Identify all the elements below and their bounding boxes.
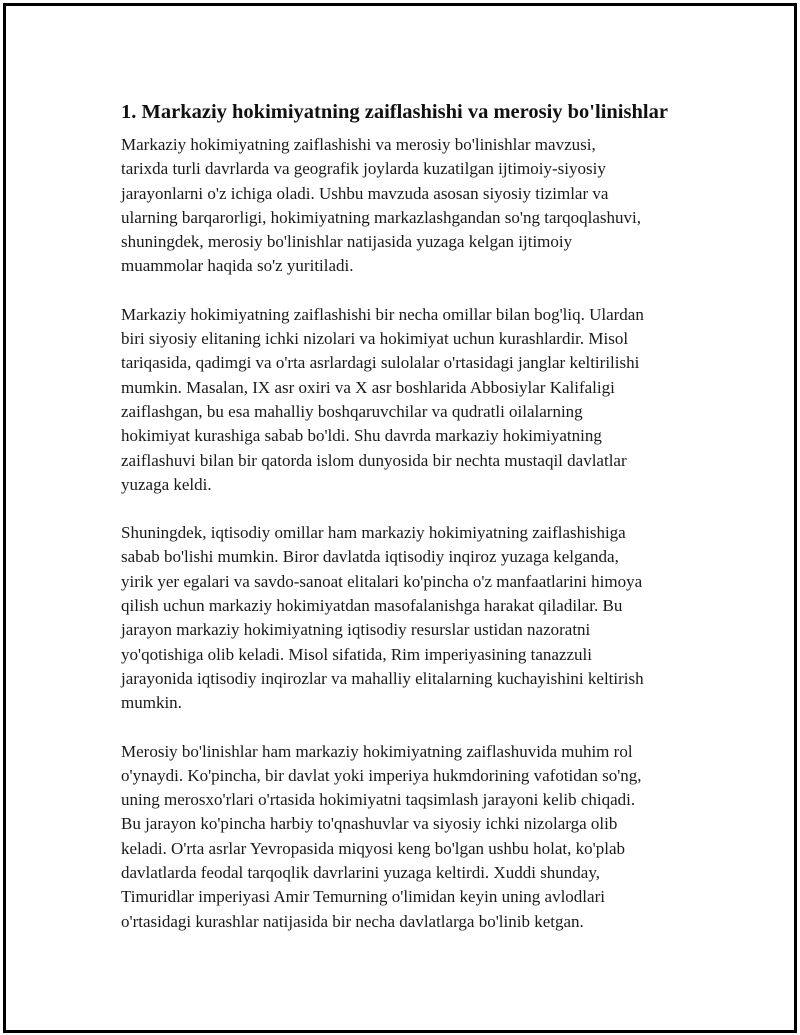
- text-line: o'ynaydi. Ko'pincha, bir davlat yoki imperiya hukmdorining vafotidan so'ng,: [121, 765, 642, 785]
- text-line: keladi. O'rta asrlar Yevropasida miqyosi keng bo'lgan ushbu holat, ko'plab: [121, 838, 625, 858]
- text-line: Bu jarayon ko'pincha harbiy to'qnashuvlar va siyosiy ichki nizolarga olib: [121, 814, 618, 834]
- text-line: tariqasida, qadimgi va o'rta asrlardagi sulolalar o'rtasidagi janglar keltirilishi: [121, 353, 640, 373]
- text-line: yuzaga keldi.: [121, 474, 212, 494]
- text-line: jarayon markaziy hokimiyatning iqtisodiy resurslar ustidan nazoratni: [121, 620, 591, 640]
- text-line: mumkin.: [121, 693, 182, 713]
- section-heading: 1. Markaziy hokimiyatning zaiflashishi va merosiy bo'linishlar: [121, 101, 668, 123]
- text-line: mumkin. Masalan, IX asr oxiri va X asr boshlarida Abbosiylar Kalifaligi: [121, 377, 615, 397]
- text-line: davlatlarda feodal tarqoqlik davrlarini yuzaga keltirdi. Xuddi shunday,: [121, 863, 600, 883]
- text-line: Markaziy hokimiyatning zaiflashishi va merosiy bo'linishlar mavzusi,: [121, 135, 596, 154]
- text-line: hokimiyat kurashiga sabab bo'ldi. Shu davrda markaziy hokimiyatning: [121, 426, 602, 446]
- text-line: tarixda turli davrlarda va geografik joylarda kuzatilgan ijtimoiy-siyosiy: [121, 159, 606, 179]
- paragraph-2: [121, 303, 701, 497]
- text-line: jarayonida iqtisodiy inqirozlar va mahalliy elitalarning kuchayishini keltirish: [121, 668, 644, 688]
- page-frame: [3, 3, 797, 1033]
- text-line: jarayonlarni o'z ichiga oladi. Ushbu mavzuda asosan siyosiy tizimlar va: [121, 183, 609, 203]
- text-line: ularning barqarorligi, hokimiyatning markazlashgandan so'ng tarqoqlashuvi,: [121, 207, 642, 227]
- text-line: muammolar haqida so'z yuritiladi.: [121, 256, 354, 276]
- text-line: shuningdek, merosiy bo'linishlar natijasida yuzaga kelgan ijtimoiy: [121, 232, 573, 252]
- text-line: qilish uchun markaziy hokimiyatdan masofalanishga harakat qiladilar. Bu: [121, 596, 623, 616]
- text-line: yo'qotishiga olib keladi. Misol sifatida, Rim imperiyasining tanazzuli: [121, 644, 592, 664]
- text-line: Shuningdek, iqtisodiy omillar ham markaziy hokimiyatning zaiflashishiga: [121, 523, 626, 543]
- paragraph-3: [121, 521, 701, 715]
- text-line: o'rtasidagi kurashlar natijasida bir necha davlatlarga bo'linib ketgan.: [121, 911, 584, 931]
- text-line: uning merosxo'rlari o'rtasida hokimiyatni taqsimlash jarayoni kelib chiqadi.: [121, 790, 636, 810]
- text-line: sabab bo'lishi mumkin. Biror davlatda iqtisodiy inqiroz yuzaga kelganda,: [121, 547, 619, 567]
- text-line: yirik yer egalari va savdo-sanoat elitalari ko'pincha o'z manfaatlarini himoya: [121, 571, 643, 591]
- text-line: Timuridlar imperiyasi Amir Temurning o'limidan keyin uning avlodlari: [121, 887, 605, 907]
- text-line: biri siyosiy elitaning ichki nizolari va hokimiyat uchun kurashlardir. Misol: [121, 329, 629, 349]
- paragraph-4: [121, 740, 701, 934]
- text-line: Markaziy hokimiyatning zaiflashishi bir necha omillar bilan bog'liq. Ulardan: [121, 304, 644, 324]
- paragraph-1: [121, 133, 701, 279]
- text-line: zaiflashgan, bu esa mahalliy boshqaruvchilar va qudratli oilalarning: [121, 401, 583, 421]
- text-line: Merosiy bo'linishlar ham markaziy hokimiyatning zaiflashuvida muhim rol: [121, 741, 633, 761]
- text-line: zaiflashuvi bilan bir qatorda islom dunyosida bir nechta mustaqil davlatlar: [121, 450, 627, 470]
- document-body: [121, 99, 701, 958]
